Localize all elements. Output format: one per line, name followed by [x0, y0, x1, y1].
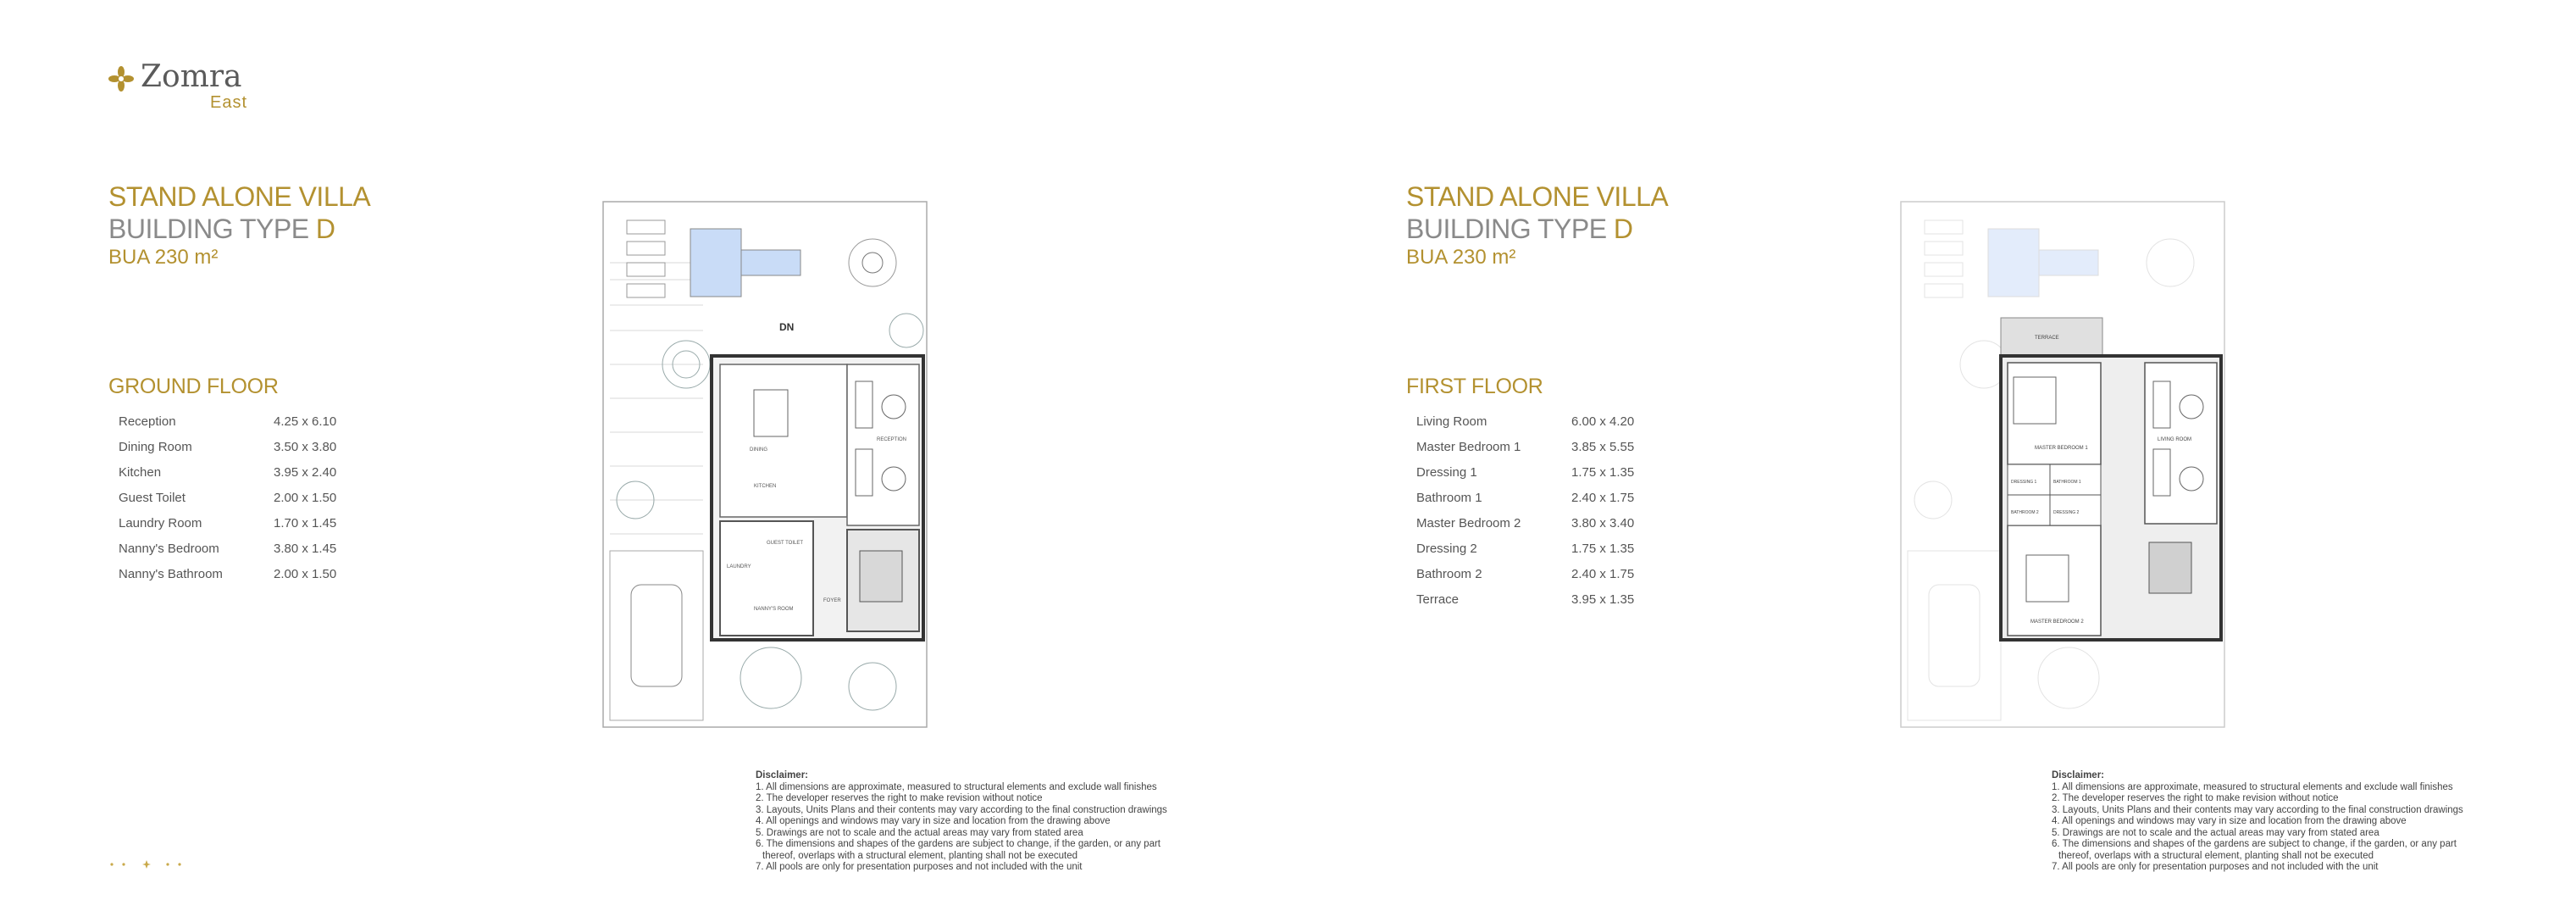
plan-label: NANNY'S ROOM	[754, 607, 794, 612]
plan-label: GUEST TOILET	[767, 541, 804, 546]
room-row: Living Room 6.00 x 4.20	[1416, 414, 1635, 429]
disclaimer-right: Disclaimer: 1. All dimensions are approximate, measured to structural elements and exclude wall finishes 2. The developer reserves the right to make revision without notice 3. Layouts, Units Plans and their contents may vary according to the final construction drawings 4. All openings and windows may vary in size and location from the drawing above 5. Drawings are not to scale and the actual areas may vary from stated area 6. The dimensions and shapes of the gardens are subject to change, if the garden, or any part thereof, overlaps with a structural element, planting shall not be executed 7. All pools are only for presentation purposes and not included with the unit	[2052, 770, 2463, 872]
plan-label: DRESSING 1	[2011, 480, 2037, 485]
plan-label: FOYER	[823, 598, 841, 603]
room-row: Reception 4.25 x 6.10	[119, 414, 337, 429]
room-row: Nanny's Bathroom 2.00 x 1.50	[119, 566, 337, 581]
decorative-dots-icon	[108, 859, 193, 869]
plan-label: BATHROOM 1	[2053, 480, 2081, 485]
plan-label: DN	[779, 321, 795, 333]
plan-label: MASTER BEDROOM 2	[2030, 619, 2084, 625]
villa-title: STAND ALONE VILLA	[108, 181, 371, 212]
room-row: Dressing 2 1.75 x 1.35	[1416, 541, 1635, 556]
plan-label: KITCHEN	[754, 484, 777, 489]
disclaimer-left: Disclaimer: 1. All dimensions are approximate, measured to structural elements and exclude wall finishes 2. The developer reserves the right to make revision without notice 3. Layouts, Units Plans and their contents may vary according to the final construction drawings 4. All openings and windows may vary in size and location from the drawing above 5. Drawings are not to scale and the actual areas may vary from stated area 6. The dimensions and shapes of the gardens are subject to change, if the garden, or any part thereof, overlaps with a structural element, planting shall not be executed 7. All pools are only for presentation purposes and not included with the unit	[756, 770, 1167, 872]
plan-label: LIVING ROOM	[2158, 437, 2192, 442]
room-list	[119, 408, 336, 586]
room-row: Dressing 1 1.75 x 1.35	[1416, 464, 1635, 480]
room-list	[1416, 408, 1634, 612]
room-row: Master Bedroom 2 3.80 x 3.40	[1416, 515, 1635, 530]
room-row: Guest Toilet 2.00 x 1.50	[119, 490, 337, 505]
ground-floor-plan-drawing	[601, 195, 928, 729]
floor-title: FIRST FLOOR	[1406, 375, 1543, 398]
plan-label: TERRACE	[2035, 336, 2059, 341]
bua-label: BUA 230 m²	[1406, 246, 1516, 269]
plan-label: MASTER BEDROOM 1	[2035, 446, 2088, 451]
bua-label: BUA 230 m²	[108, 246, 219, 269]
villa-title: STAND ALONE VILLA	[1406, 181, 1669, 212]
plan-label: DRESSING 2	[2053, 510, 2080, 515]
building-type: BUILDING TYPE D	[108, 214, 335, 244]
room-row: Dining Room 3.50 x 3.80	[119, 439, 337, 454]
room-row: Terrace 3.95 x 1.35	[1416, 592, 1635, 607]
room-row: Bathroom 2 2.40 x 1.75	[1416, 566, 1635, 581]
room-row: Laundry Room 1.70 x 1.45	[119, 515, 337, 530]
floor-title: GROUND FLOOR	[108, 375, 279, 398]
plan-label: LAUNDRY	[727, 564, 751, 569]
plan-label: DINING	[750, 447, 767, 453]
room-row: Nanny's Bedroom 3.80 x 1.45	[119, 541, 337, 556]
logo-name: Zomra	[141, 59, 242, 94]
room-row: Master Bedroom 1 3.85 x 5.55	[1416, 439, 1635, 454]
logo-subtitle: East	[210, 93, 248, 112]
room-row: Kitchen 3.95 x 2.40	[119, 464, 337, 480]
plan-label: BATHROOM 2	[2011, 510, 2039, 515]
building-type: BUILDING TYPE D	[1406, 214, 1633, 244]
first-floor-plan-drawing	[1899, 195, 2226, 729]
plan-label: RECEPTION	[877, 437, 907, 442]
room-row: Bathroom 1 2.40 x 1.75	[1416, 490, 1635, 505]
